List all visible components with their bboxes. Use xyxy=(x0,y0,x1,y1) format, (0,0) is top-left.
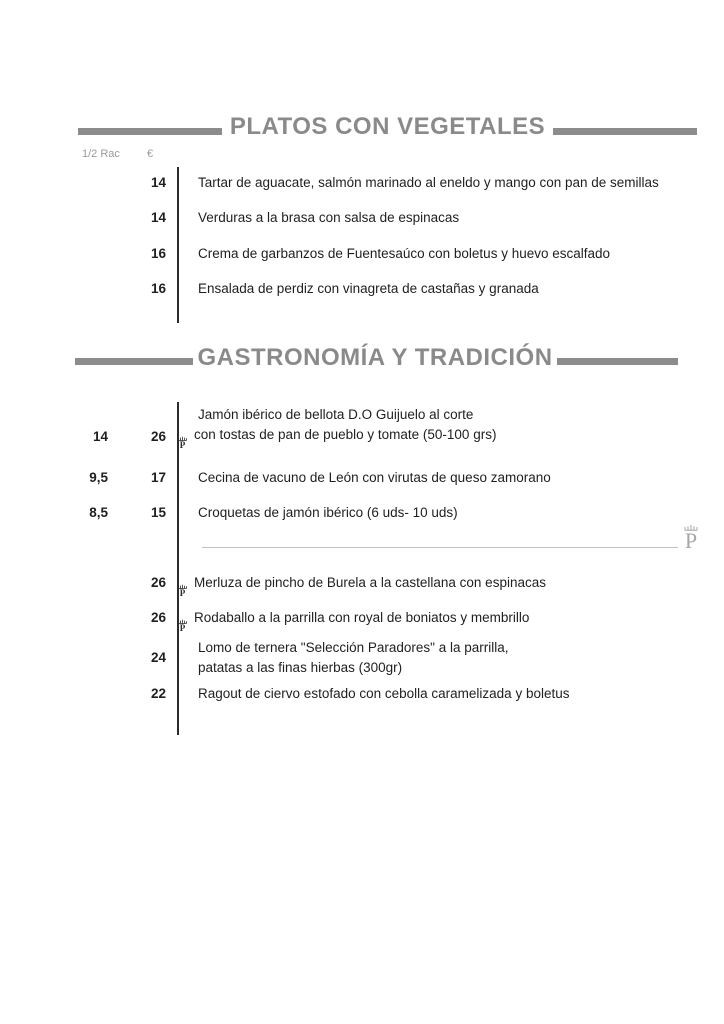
menu-item-row xyxy=(60,684,694,704)
menu-item-row xyxy=(60,608,694,633)
item-price: 26 xyxy=(150,429,166,444)
item-text: Crema de garbanzos de Fuentesaúco con boletus y huevo escalfado xyxy=(198,246,611,261)
item-text: Tartar de aguacate, salmón marinado al eneldo y mango con pan de semillas xyxy=(198,175,659,190)
section2-rule-left xyxy=(75,358,193,365)
section1-title: PLATOS CON VEGETALES xyxy=(229,113,546,140)
item-price: 17 xyxy=(150,470,166,485)
paradores-watermark-logo xyxy=(678,524,704,551)
item-text: Verduras a la brasa con salsa de espinacas xyxy=(198,210,460,225)
item-half-price: 14 xyxy=(92,429,108,444)
item-price: 16 xyxy=(150,281,166,296)
menu-item-row xyxy=(60,405,694,450)
menu-item-row xyxy=(60,638,694,678)
item-text-line1: Lomo de ternera "Selección Paradores" a la parrilla, xyxy=(198,640,509,655)
item-half-price: 8,5 xyxy=(89,505,108,520)
item-price: 16 xyxy=(150,246,166,261)
menu-item-row xyxy=(60,503,694,523)
section1-rule-left xyxy=(78,128,222,135)
menu-item-row xyxy=(60,573,694,598)
menu-item-row xyxy=(60,173,694,193)
item-text: Merluza de pincho de Burela a la castellana con espinacas xyxy=(194,575,546,590)
item-price: 14 xyxy=(150,175,166,190)
section1-rule-right xyxy=(553,128,697,135)
item-price: 14 xyxy=(150,210,166,225)
menu-item-row xyxy=(60,244,694,264)
column-header-half-ration: 1/2 Rac xyxy=(82,148,120,160)
section2-rule-right xyxy=(557,358,678,365)
column-header-euro: € xyxy=(147,148,154,160)
item-text: Ragout de ciervo estofado con cebolla caramelizada y boletus xyxy=(198,686,570,701)
item-text: Cecina de vacuno de León con virutas de queso zamorano xyxy=(198,470,551,485)
watermark-letter: P xyxy=(684,528,698,553)
item-price: 22 xyxy=(150,686,166,701)
item-price: 26 xyxy=(150,575,166,590)
item-price: 26 xyxy=(150,610,166,625)
item-text: Croquetas de jamón ibérico (6 uds- 10 uds) xyxy=(198,505,458,520)
paradores-crown-p-icon: P xyxy=(176,436,189,449)
menu-item-row xyxy=(60,468,694,488)
item-text: Rodaballo a la parrilla con royal de boniatos y membrillo xyxy=(194,610,530,625)
item-text-line2: patatas a las finas hierbas (300gr) xyxy=(198,660,403,675)
paradores-crown-p-icon: P xyxy=(176,619,189,632)
item-text-line2: con tostas de pan de pueblo y tomate (50-100 grs) xyxy=(194,427,497,442)
item-text-line1: Jamón ibérico de bellota D.O Guijuelo al corte xyxy=(198,407,474,422)
item-price: 15 xyxy=(150,505,166,520)
item-price: 24 xyxy=(150,650,166,665)
section2-title: GASTRONOMÍA Y TRADICIÓN xyxy=(197,344,553,371)
paradores-crown-p-icon: P xyxy=(176,584,189,597)
item-text: Ensalada de perdiz con vinagreta de castañas y granada xyxy=(198,281,539,296)
item-half-price: 9,5 xyxy=(89,470,108,485)
section2-thin-divider xyxy=(202,547,678,548)
menu-item-row xyxy=(60,208,694,228)
menu-item-row xyxy=(60,279,694,299)
